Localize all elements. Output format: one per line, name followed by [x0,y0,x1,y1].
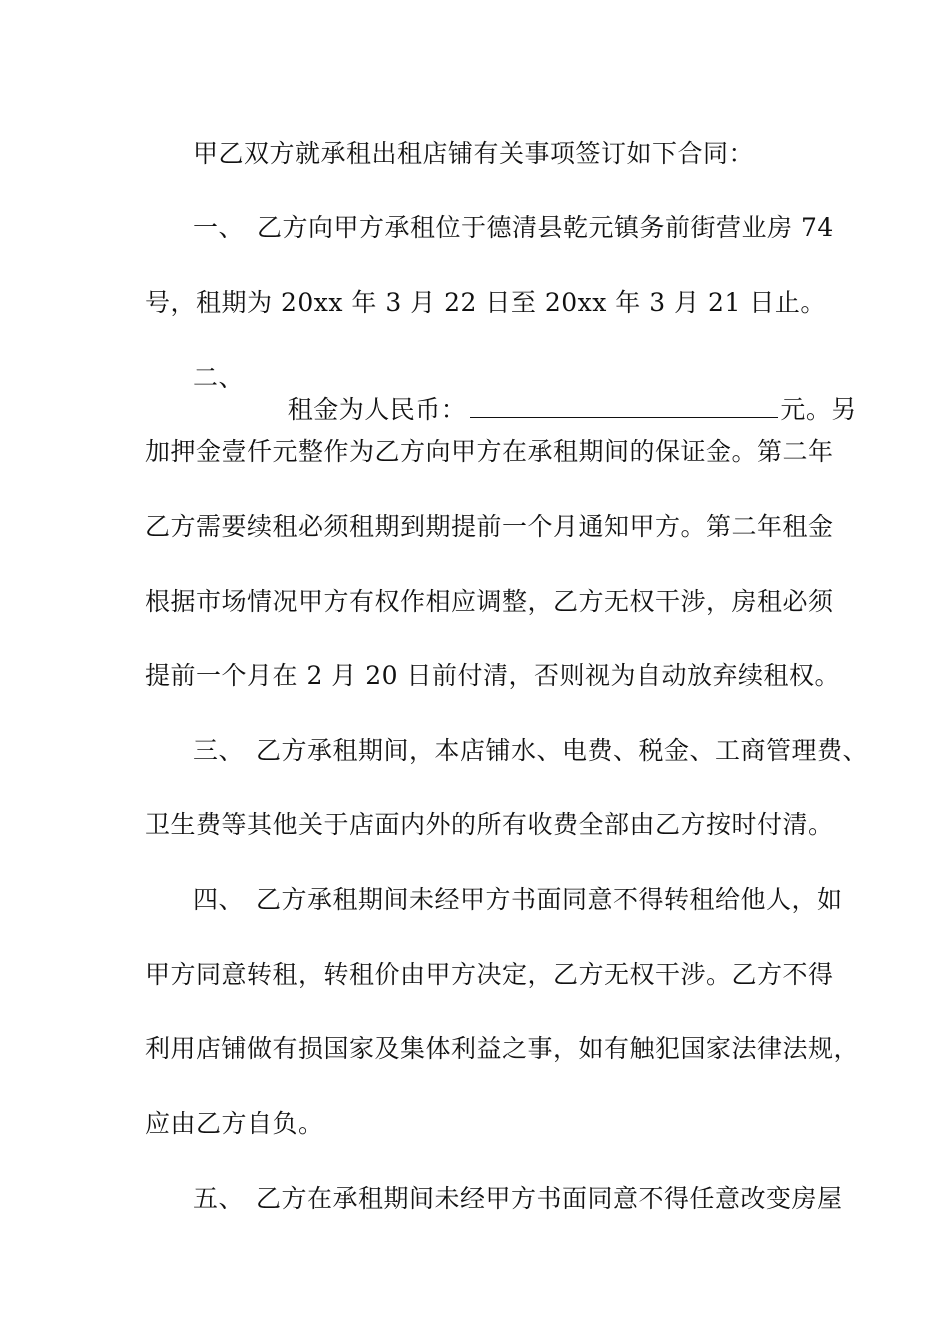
clause-2-line-4: 根据市场情况甲方有权作相应调整，乙方无权干涉，房租必须 [145,587,834,616]
clause-2-line-2: 加押金壹仟元整作为乙方向甲方在承租期间的保证金。第二年 [145,437,834,466]
clause-3-line-2: 卫生费等其他关于店面内外的所有收费全部由乙方按时付清。 [145,810,834,839]
clause-1-line-2: 号，租期为 20xx 年 3 月 22 日至 20xx 年 3 月 21 日止。 [145,288,826,317]
clause-5-number: 五、 [193,1184,245,1213]
rent-amount-blank [470,395,778,418]
clause-4-line-1: 乙方承租期间未经甲方书面同意不得转租给他人，如 [256,885,843,914]
clause-3-number: 三、 [193,736,245,765]
clause-2-line-5: 提前一个月在 2 月 20 日前付清，否则视为自动放弃续租权。 [145,661,841,690]
intro-line: 甲乙双方就承租出租店铺有关事项签订如下合同： [193,139,755,168]
rent-label: 租金为人民币： [287,395,467,424]
clause-5-line-1: 乙方在承租期间未经甲方书面同意不得任意改变房屋 [256,1184,843,1213]
clause-4-line-3: 利用店铺做有损国家及集体利益之事，如有触犯国家法律法规， [145,1034,860,1063]
clause-2-rent-line [254,362,857,424]
clause-2-number: 二、 [193,363,245,392]
clause-3-line-1: 乙方承租期间，本店铺水、电费、税金、工商管理费、 [256,736,869,765]
clause-2-line-3: 乙方需要续租必须租期到期提前一个月通知甲方。第二年租金 [145,512,834,541]
clause-4-line-2: 甲方同意转租，转租价由甲方决定，乙方无权干涉。乙方不得 [145,960,834,989]
clause-4-line-4: 应由乙方自负。 [145,1109,324,1138]
clause-1-number: 一、 [193,213,245,242]
clause-1-line-1: 乙方向甲方承租位于德清县乾元镇务前街营业房 74 [257,213,834,242]
rent-unit: 元。另 [780,395,857,424]
clause-4-number: 四、 [193,885,245,914]
